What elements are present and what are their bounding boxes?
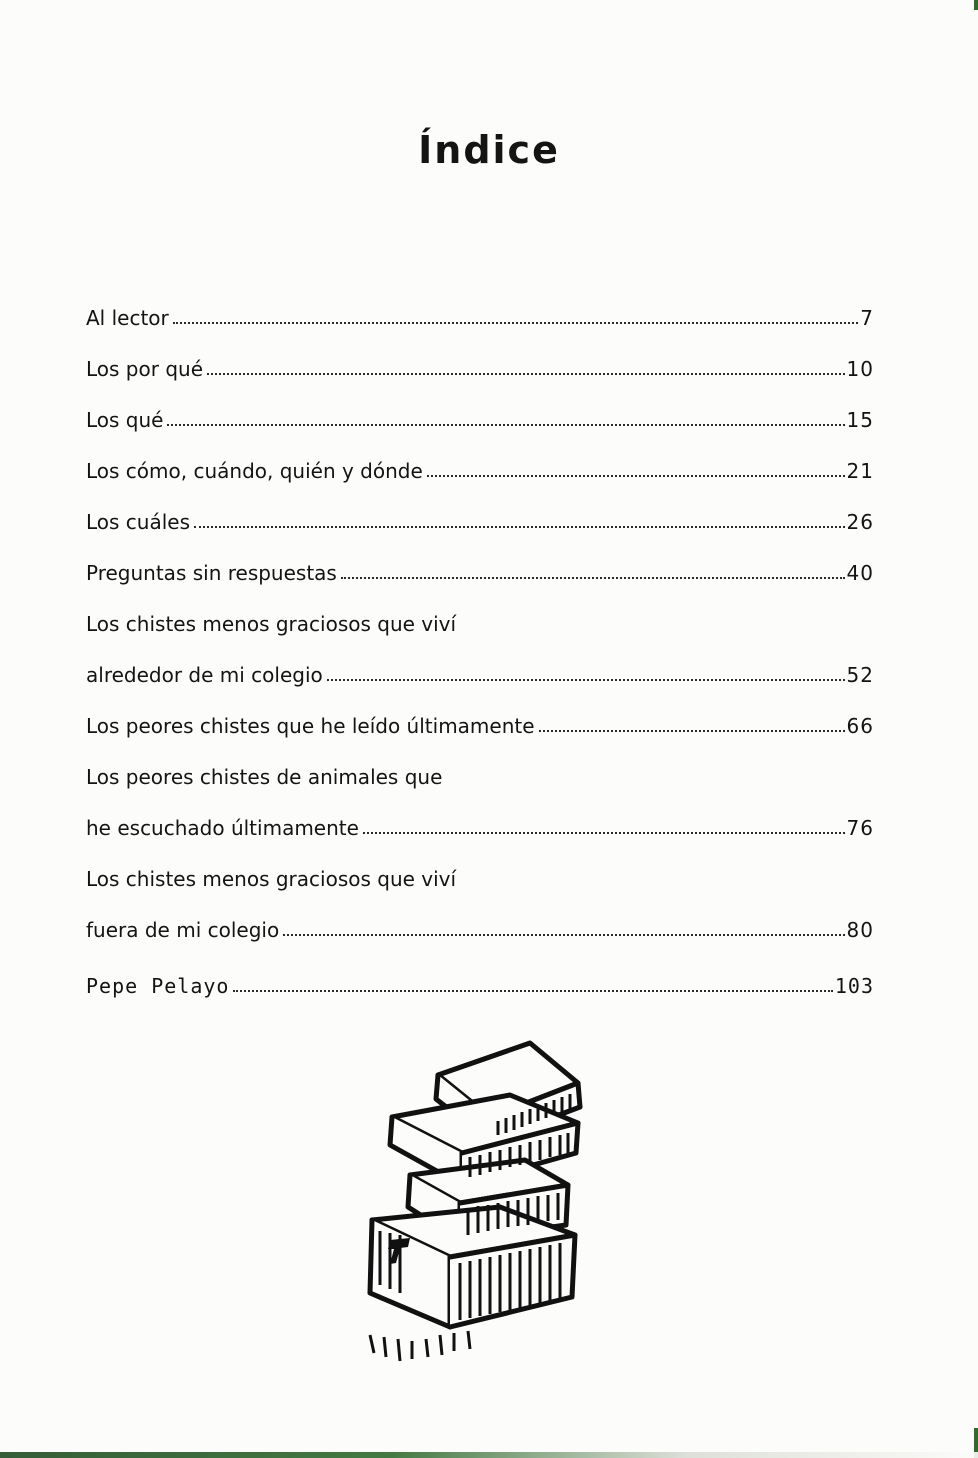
toc-entry-page: 40 [846,561,874,585]
dot-leader [283,934,844,936]
dot-leader [173,322,859,324]
toc-entry-page: 7 [860,306,874,330]
dot-leader [427,475,845,477]
toc-entry-title: Los qué [86,408,164,432]
toc-entry-page: 10 [846,357,874,381]
book-stack-icon [350,1035,600,1365]
toc-entry-title: Los por qué [86,357,203,381]
page-edge [974,0,978,10]
toc-entry-title: Los cuáles [86,510,191,534]
toc-entry-title: alrededor de mi colegio [86,663,323,687]
toc-entry-page: 80 [846,918,874,942]
toc-entry-title: he escuchado últimamente [86,816,359,840]
toc-entry-first-line [86,851,874,891]
toc-entry-first-line [86,749,874,789]
toc-entry [86,545,874,585]
toc-entry [86,647,874,687]
dot-leader [363,832,845,834]
toc-entry-page: 52 [846,663,874,687]
toc-entry-first-line [86,596,874,636]
toc-entry [86,800,874,840]
toc-entry-title: Pepe Pelayo [86,974,230,998]
toc-entry [86,290,874,330]
dot-leader [233,990,832,992]
dot-leader [194,526,845,528]
toc-entry-title: Los cómo, cuándo, quién y dónde [86,459,423,483]
toc-entry-title: Al lector [86,306,169,330]
toc-entry-title: Los chistes menos graciosos que viví [86,867,457,891]
toc-entry [86,494,874,534]
toc-entry-title: Los peores chistes que he leído últimamente [86,714,535,738]
toc-entry-title: Los peores chistes de animales que [86,765,443,789]
toc-entry [86,902,874,942]
page-title: Índice [418,128,560,172]
toc-entry-page: 103 [834,974,874,998]
toc-entry-title: Los chistes menos graciosos que viví [86,612,457,636]
dot-leader [539,730,845,732]
toc-entry [86,698,874,738]
toc-entry-page: 26 [846,510,874,534]
toc-entry-page: 76 [846,816,874,840]
toc-entry-page: 66 [846,714,874,738]
toc-entry [86,443,874,483]
toc-entry-page: 15 [846,408,874,432]
toc-entry-page: 21 [846,459,874,483]
toc-entry-title: fuera de mi colegio [86,918,280,942]
page-edge-bottom [0,1452,978,1458]
dot-leader [341,577,845,579]
dot-leader [207,373,845,375]
toc-entry [86,392,874,432]
toc-entry [86,958,874,998]
toc-entry-title: Preguntas sin respuestas [86,561,337,585]
dot-leader [327,679,845,681]
toc-entry [86,341,874,381]
dot-leader [167,424,844,426]
